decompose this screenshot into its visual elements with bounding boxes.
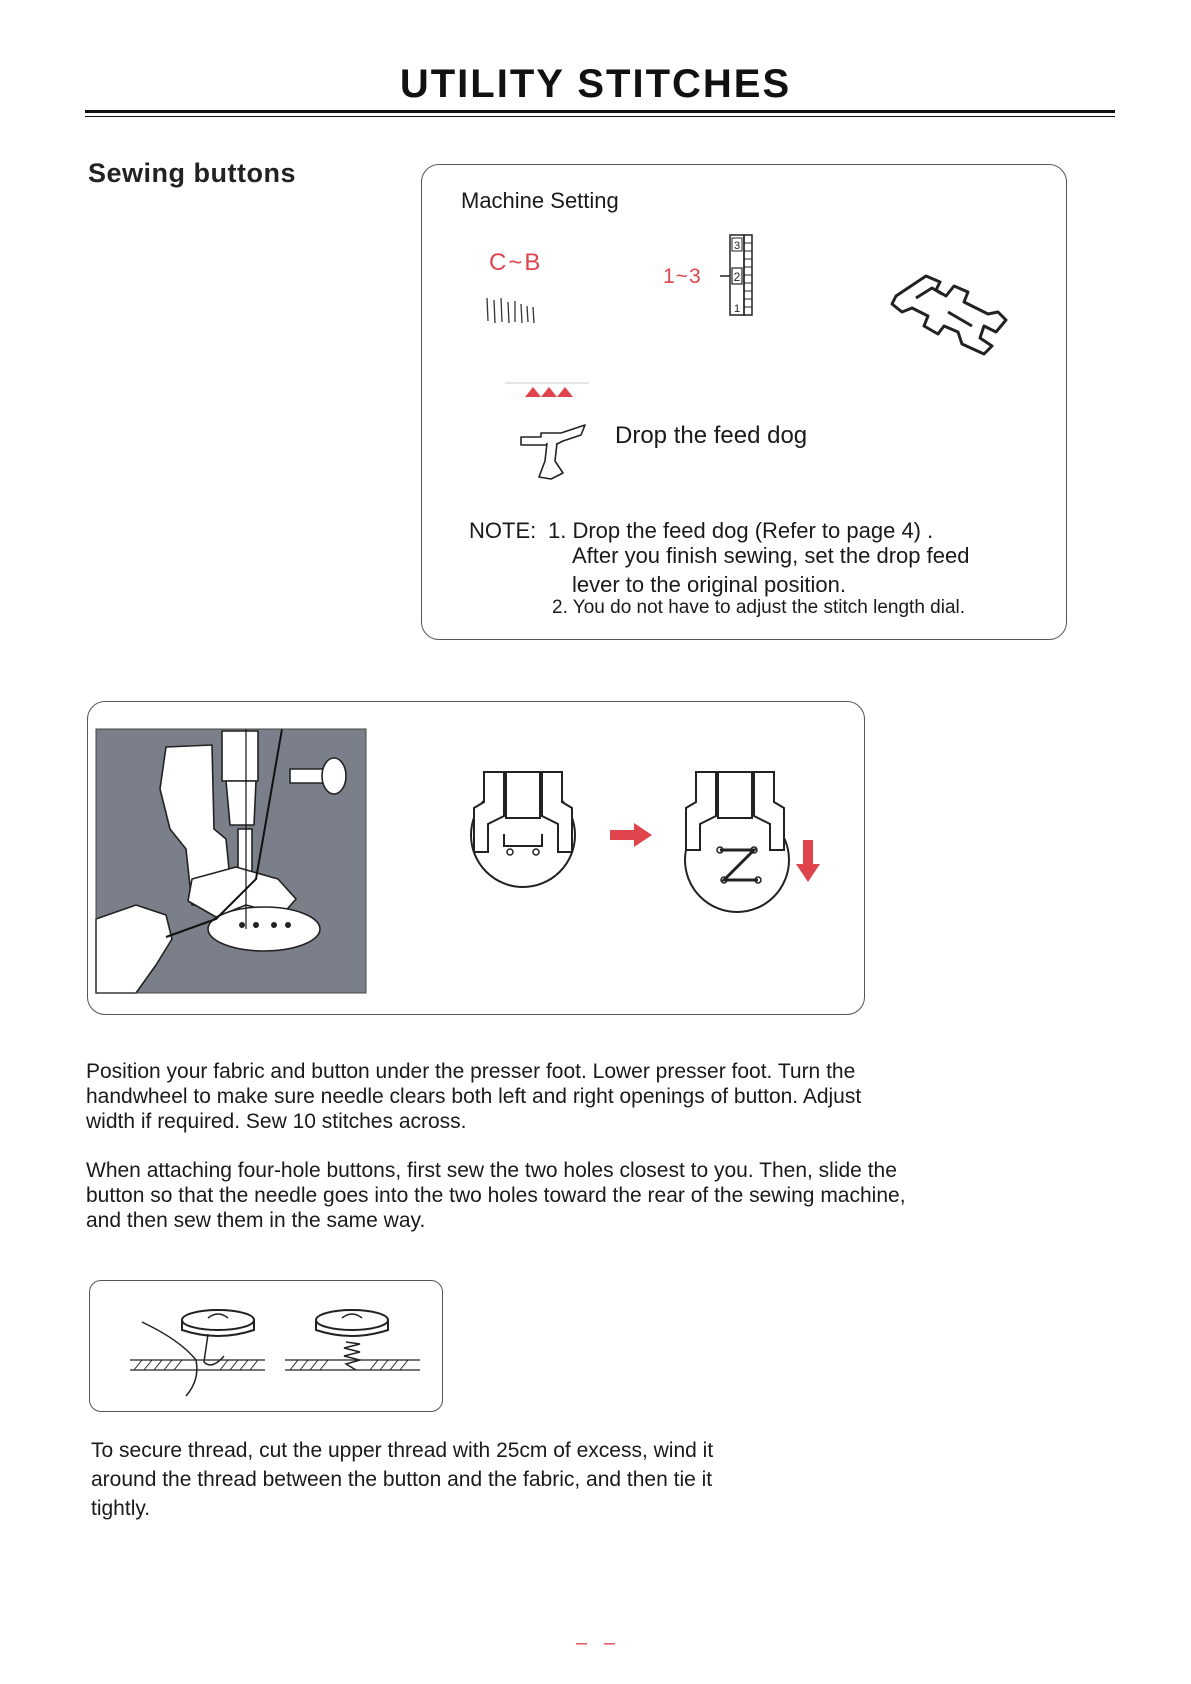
paragraph-line: and then sew them in the same way. bbox=[86, 1209, 426, 1232]
stitch-diagram-before bbox=[470, 772, 580, 892]
stitch-width-label: 1~3 bbox=[663, 265, 702, 288]
paragraph-line: Position your fabric and button under the presser foot. Lower presser foot. Turn the bbox=[86, 1060, 856, 1083]
feed-dog-icon bbox=[505, 381, 591, 481]
instruction-paragraph-2 bbox=[86, 1158, 906, 1233]
note-prefix: NOTE: bbox=[469, 518, 537, 543]
paragraph-line: handwheel to make sure needle clears both left and right openings of button. Adjust bbox=[86, 1085, 862, 1108]
note-1-line1: 1. Drop the feed dog (Refer to page 4) . bbox=[548, 518, 934, 543]
note-1-line2: After you finish sewing, set the drop feed bbox=[572, 543, 970, 568]
button-thread-illustration bbox=[120, 1300, 420, 1400]
stitch-dial-icon bbox=[718, 233, 758, 319]
paragraph-line: around the thread between the button and the fabric, and then tie it bbox=[91, 1468, 713, 1491]
paragraph-line: When attaching four-hole buttons, first sew the two holes closest to you. Then, slide the bbox=[86, 1159, 897, 1182]
paragraph-line: button so that the needle goes into the two holes toward the rear of the sewing machine, bbox=[86, 1184, 906, 1207]
instruction-paragraph-1 bbox=[86, 1059, 861, 1134]
section-title: Sewing buttons bbox=[88, 158, 296, 188]
note-2: 2. You do not have to adjust the stitch length dial. bbox=[552, 597, 966, 618]
dial-number-1: 1 bbox=[733, 303, 741, 315]
stitch-pattern-label: C~B bbox=[489, 249, 543, 276]
paragraph-line: To secure thread, cut the upper thread with 25cm of excess, wind it bbox=[91, 1439, 714, 1462]
paragraph-line: tightly. bbox=[91, 1497, 151, 1520]
stitch-diagram-after bbox=[682, 772, 792, 912]
note-1-line3: lever to the original position. bbox=[572, 572, 846, 597]
presser-foot-photo bbox=[96, 729, 366, 993]
dial-number-2: 2 bbox=[733, 270, 741, 284]
dial-number-3: 3 bbox=[733, 240, 741, 252]
paragraph-line: width if required. Sew 10 stitches across. bbox=[86, 1110, 467, 1133]
needle-icon bbox=[484, 295, 540, 325]
arrow-right-icon bbox=[610, 823, 654, 847]
button-foot-icon bbox=[888, 268, 1012, 358]
page-number-marks: – – bbox=[576, 1632, 615, 1654]
machine-setting-heading: Machine Setting bbox=[461, 188, 619, 213]
title-rule-thin bbox=[85, 116, 1115, 117]
feed-dog-label: Drop the feed dog bbox=[615, 422, 808, 449]
arrow-down-icon bbox=[796, 840, 820, 884]
title-rule bbox=[85, 110, 1115, 113]
instruction-paragraph-3 bbox=[91, 1436, 713, 1523]
page-title: UTILITY STITCHES bbox=[399, 62, 792, 106]
